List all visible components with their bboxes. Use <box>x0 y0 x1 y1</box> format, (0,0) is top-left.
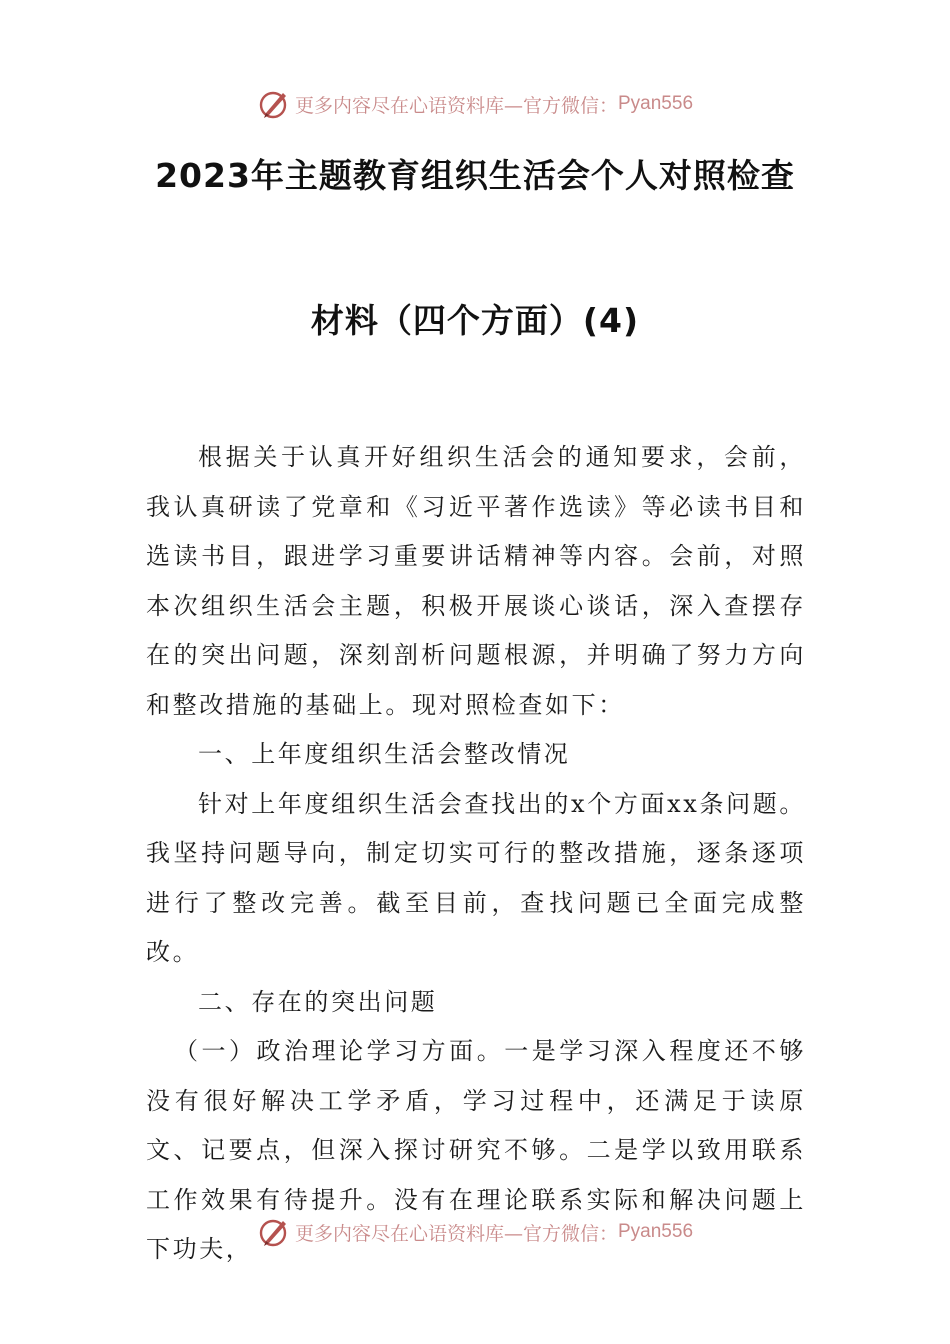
watermark-text: 更多内容尽在心语资料库—官方微信： <box>294 94 618 117</box>
watermark-header <box>0 84 950 124</box>
intro-paragraph: 根据关于认真开好组织生活会的通知要求，会前，我认真研读了党章和《习近平著作选读》等必读书目和选读书目，跟进学习重要讲话精神等内容。会前，对照本次组织生活会主题，积极开展谈心谈话，深入查摆存在的突出问题，深刻剖析问题根源，并明确了努力方向和整改措施的基础上。现对照检查如下： <box>146 443 806 719</box>
pen-logo-icon <box>257 1215 291 1249</box>
document-title-line-2: 材料（四个方面）(4) <box>310 301 640 340</box>
section-heading-2: 二、存在的突出问题 <box>198 987 438 1016</box>
section-1-paragraph: 针对上年度组织生活会查找出的x个方面xx条问题。我坚持问题导向，制定切实可行的整改措施，逐条逐项进行了整改完善。截至目前，查找问题已全面完成整改。 <box>146 789 806 966</box>
section-heading-1: 一、上年度组织生活会整改情况 <box>198 740 571 768</box>
watermark-text: 更多内容尽在心语资料库—官方微信： <box>294 1222 618 1245</box>
document-body <box>146 433 806 1275</box>
document-title-line-1: 2023年主题教育组织生活会个人对照检查 <box>155 156 795 195</box>
watermark-wechat-id: Pyan556 <box>618 1221 694 1242</box>
watermark-wechat-id: Pyan556 <box>618 93 694 114</box>
watermark-footer <box>0 1212 950 1252</box>
section-2-paragraph: （一）政治理论学习方面。一是学习深入程度还不够没有很好解决工学矛盾，学习过程中，还满足于读原文、记要点，但深入探讨研究不够。二是学以致用联系工作效果有待提升。没有在理论联系实际和解决问题上下功夫， <box>146 1037 806 1263</box>
pen-logo-icon <box>257 87 291 121</box>
